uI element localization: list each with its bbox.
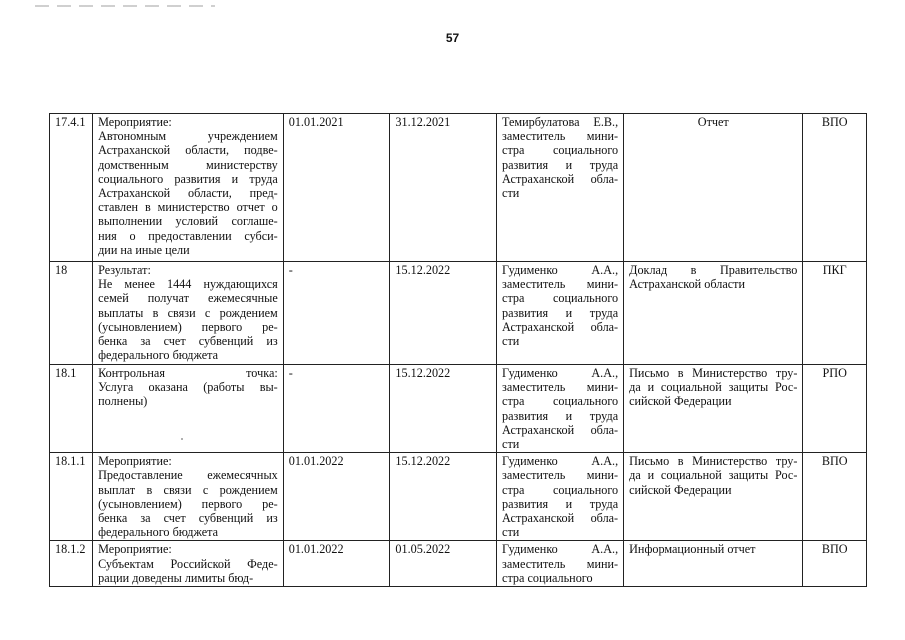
cell-document-line: Отчет — [697, 115, 729, 129]
cell-description-line: ния о предоставлении субси- — [98, 228, 278, 243]
cell-number-text: 18.1.2 — [55, 542, 86, 557]
cell-level — [803, 365, 867, 453]
cell-level-text: ВПО — [821, 542, 848, 557]
cell-responsible-line: развития и труда — [502, 496, 619, 511]
table-row — [50, 114, 867, 262]
cell-number — [50, 262, 93, 365]
table-row — [50, 365, 867, 453]
cell-number — [50, 541, 93, 587]
cell-responsible-line: сти — [502, 334, 520, 349]
cell-end-date — [390, 114, 497, 262]
cell-number — [50, 365, 93, 453]
cell-description — [93, 541, 284, 587]
cell-document-line: да и социальной защиты Рос- — [629, 468, 798, 483]
cell-responsible-line: Темирбулатова Е.В., — [502, 115, 619, 129]
cell-responsible-line: сти — [502, 437, 520, 452]
cell-responsible-line: заместитель мини- — [502, 277, 619, 292]
cell-document — [624, 365, 803, 453]
cell-start-date — [283, 262, 390, 365]
cell-end-date-text: 15.12.2022 — [395, 454, 451, 469]
cell-description-line: Услуга оказана (работы вы- — [98, 380, 278, 395]
cell-start-date-text: - — [288, 366, 293, 380]
cell-description-line: (усыновлением) первого ре- — [98, 496, 278, 511]
cell-number — [50, 114, 93, 262]
cell-level — [803, 453, 867, 541]
cell-description-line: бенка за счет субвенций из — [98, 334, 278, 349]
cell-level — [803, 262, 867, 365]
cell-document-line: Письмо в Министерство тру- — [629, 366, 798, 380]
cell-responsible-line: сти — [502, 186, 520, 201]
cell-description-line: дии на иные цели — [98, 242, 190, 257]
scan-speck — [181, 438, 183, 440]
cell-responsible-line: развития и труда — [502, 157, 619, 172]
cell-level-text: ПКГ — [822, 263, 847, 277]
cell-document — [624, 262, 803, 365]
cell-description-line: Астраханской области, пред- — [98, 186, 278, 201]
cell-description-line: домственным министерству — [98, 157, 278, 172]
table-row — [50, 541, 867, 587]
cell-description-line: выплаты в связи с рождением — [98, 305, 278, 320]
cell-level-text: ВПО — [821, 454, 848, 469]
cell-start-date-text: - — [288, 263, 293, 277]
cell-end-date — [390, 262, 497, 365]
cell-description-line: семей получат ежемесячные — [98, 291, 278, 306]
cell-responsible-line: Астраханской обла- — [502, 319, 619, 334]
cell-responsible — [497, 365, 624, 453]
cell-description-line: (усыновлением) первого ре- — [98, 319, 278, 334]
cell-description-line: Контрольная точка: — [98, 366, 278, 380]
cell-responsible-line: Астраханской обла- — [502, 422, 619, 437]
cell-description-line: выполнении условий соглаше- — [98, 214, 278, 229]
cell-number-text: 18 — [55, 263, 68, 277]
cell-responsible-line: стра социального — [502, 143, 619, 158]
cell-document-line: да и социальной защиты Рос- — [629, 380, 798, 395]
cell-responsible-line: стра социального — [502, 394, 619, 409]
cell-description-line: Мероприятие: — [98, 454, 172, 469]
cell-level-text: ВПО — [821, 115, 848, 129]
cell-start-date — [283, 541, 390, 587]
cell-number-text: 17.4.1 — [55, 115, 86, 129]
cell-start-date — [283, 365, 390, 453]
cell-description-line: бенка за счет субвенций из — [98, 511, 278, 526]
cell-start-date — [283, 453, 390, 541]
cell-responsible-line: заместитель мини- — [502, 556, 619, 571]
page-number: 57 — [445, 31, 460, 45]
plan-table — [49, 113, 867, 587]
cell-end-date — [390, 365, 497, 453]
cell-responsible-line: стра социального — [502, 291, 619, 306]
cell-description-line: ставлен в министерство отчет о — [98, 200, 278, 215]
cell-description-line: выплат в связи с рождением — [98, 482, 278, 497]
cell-responsible-line: Гудименко А.А., — [502, 366, 619, 380]
cell-responsible — [497, 114, 624, 262]
cell-end-date — [390, 453, 497, 541]
scan-artifact — [35, 5, 215, 7]
cell-description-line: полнены) — [98, 394, 148, 409]
plan-table-body — [50, 114, 867, 587]
cell-description — [93, 114, 284, 262]
cell-document-line: сийской Федерации — [629, 394, 732, 409]
cell-document-line: Информационный отчет — [629, 542, 756, 557]
cell-number — [50, 453, 93, 541]
cell-start-date-text: 01.01.2022 — [288, 542, 344, 557]
cell-description-line: Мероприятие: — [98, 542, 172, 557]
cell-responsible-line: стра социального — [502, 570, 593, 585]
cell-description-line: Астраханской области, подве- — [98, 143, 278, 158]
cell-end-date-text: 15.12.2022 — [395, 366, 451, 380]
cell-responsible-line: заместитель мини- — [502, 380, 619, 395]
cell-start-date-text: 01.01.2021 — [288, 115, 344, 129]
cell-description-line: Субъектам Российской Феде- — [98, 556, 278, 571]
cell-description-line: Предоставление ежемесячных — [98, 468, 278, 483]
table-row — [50, 262, 867, 365]
cell-responsible-line: развития и труда — [502, 305, 619, 320]
cell-description — [93, 453, 284, 541]
cell-responsible-line: стра социального — [502, 482, 619, 497]
cell-description-line: федерального бюджета — [98, 525, 219, 540]
cell-level — [803, 114, 867, 262]
cell-document-line: Астраханской области — [629, 277, 745, 292]
cell-description-line: социального развития и труда — [98, 171, 278, 186]
cell-responsible-line: Гудименко А.А., — [502, 454, 619, 469]
cell-document — [624, 114, 803, 262]
cell-description-line: Мероприятие: — [98, 115, 172, 129]
cell-description-line: Результат: — [98, 263, 151, 277]
cell-level — [803, 541, 867, 587]
cell-document — [624, 541, 803, 587]
cell-responsible-line: Астраханской обла- — [502, 171, 619, 186]
cell-start-date — [283, 114, 390, 262]
cell-responsible-line: сти — [502, 525, 520, 540]
cell-number-text: 18.1 — [55, 366, 77, 380]
cell-description-line: рации доведены лимиты бюд- — [98, 570, 254, 585]
cell-responsible-line: заместитель мини- — [502, 129, 619, 144]
cell-description-line: федерального бюджета — [98, 348, 219, 363]
cell-number-text: 18.1.1 — [55, 454, 86, 469]
cell-end-date-text: 01.05.2022 — [395, 542, 451, 557]
cell-description — [93, 262, 284, 365]
cell-document-line: Доклад в Правительство — [629, 263, 798, 277]
cell-end-date-text: 31.12.2021 — [395, 115, 451, 129]
cell-responsible — [497, 453, 624, 541]
table-row — [50, 453, 867, 541]
cell-end-date-text: 15.12.2022 — [395, 263, 451, 277]
cell-responsible-line: заместитель мини- — [502, 468, 619, 483]
cell-start-date-text: 01.01.2022 — [288, 454, 344, 469]
cell-responsible-line: Гудименко А.А., — [502, 263, 619, 277]
cell-responsible-line: Гудименко А.А., — [502, 542, 619, 557]
cell-responsible — [497, 262, 624, 365]
cell-document — [624, 453, 803, 541]
cell-document-line: Письмо в Министерство тру- — [629, 454, 798, 469]
cell-description-line: Не менее 1444 нуждающихся — [98, 277, 278, 292]
cell-responsible-line: Астраханской обла- — [502, 511, 619, 526]
cell-description — [93, 365, 284, 453]
cell-description-line: Автономным учреждением — [98, 129, 278, 144]
cell-end-date — [390, 541, 497, 587]
cell-responsible — [497, 541, 624, 587]
cell-responsible-line: развития и труда — [502, 408, 619, 423]
cell-level-text: РПО — [822, 366, 847, 380]
cell-document-line: сийской Федерации — [629, 482, 732, 497]
